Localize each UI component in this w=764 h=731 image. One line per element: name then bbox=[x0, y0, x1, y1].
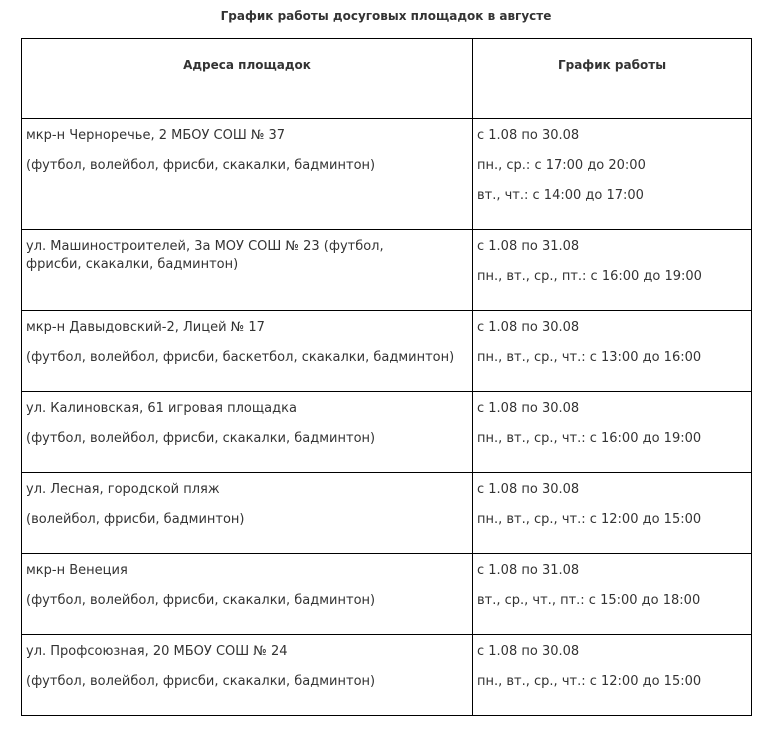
address-text: мкр-н Давыдовский-2, Лицей № 17 bbox=[26, 320, 265, 335]
address-text: мкр-н Венеция bbox=[26, 563, 128, 578]
address-cell bbox=[22, 311, 473, 392]
address-cell bbox=[22, 635, 473, 716]
activities-text: (футбол, волейбол, фрисби, баскетбол, скакалки, бадминтон) bbox=[26, 350, 455, 365]
address-cell bbox=[22, 119, 473, 230]
schedule-cell bbox=[473, 119, 752, 230]
dates-text: с 1.08 по 30.08 bbox=[477, 320, 580, 335]
table-row bbox=[22, 473, 752, 554]
table-header-row bbox=[22, 39, 752, 119]
header-address: Адреса площадок bbox=[22, 39, 473, 119]
dates-text: с 1.08 по 30.08 bbox=[477, 128, 580, 143]
dates-text: с 1.08 по 30.08 bbox=[477, 482, 580, 497]
times-text: пн., вт., ср., пт.: с 16:00 до 19:00 bbox=[477, 269, 702, 284]
dates-text: с 1.08 по 30.08 bbox=[477, 401, 580, 416]
schedule-cell bbox=[473, 392, 752, 473]
address-cell bbox=[22, 473, 473, 554]
times-text: пн., вт., ср., чт.: с 13:00 до 16:00 bbox=[477, 350, 702, 365]
header-schedule: График работы bbox=[473, 39, 752, 119]
times-text: пн., вт., ср., чт.: с 16:00 до 19:00 bbox=[477, 431, 702, 446]
activities-text: (волейбол, фрисби, бадминтон) bbox=[26, 512, 245, 527]
schedule-cell bbox=[473, 635, 752, 716]
times-text: пн., вт., ср., чт.: с 12:00 до 15:00 bbox=[477, 674, 702, 689]
activities-text: (футбол, волейбол, фрисби, скакалки, бадминтон) bbox=[26, 674, 376, 689]
address-cell bbox=[22, 392, 473, 473]
address-text: ул. Профсоюзная, 20 МБОУ СОШ № 24 bbox=[26, 644, 288, 659]
dates-text: с 1.08 по 31.08 bbox=[477, 563, 580, 578]
table-row bbox=[22, 635, 752, 716]
times-text: пн., ср.: с 17:00 до 20:00 bbox=[477, 158, 646, 173]
table-row bbox=[22, 554, 752, 635]
address-text: ул. Машиностроителей, 3а МОУ СОШ № 23 (футбол, фрисби, скакалки, бадминтон) bbox=[26, 239, 384, 272]
times-text: вт., ср., чт., пт.: с 15:00 до 18:00 bbox=[477, 593, 701, 608]
activities-text: (футбол, волейбол, фрисби, скакалки, бадминтон) bbox=[26, 431, 376, 446]
activities-text: (футбол, волейбол, фрисби, скакалки, бадминтон) bbox=[26, 593, 376, 608]
page-title: График работы досуговых площадок в августе bbox=[220, 9, 552, 23]
schedule-cell bbox=[473, 554, 752, 635]
address-cell bbox=[22, 554, 473, 635]
address-text: ул. Лесная, городской пляж bbox=[26, 482, 220, 497]
activities-text: (футбол, волейбол, фрисби, скакалки, бадминтон) bbox=[26, 158, 376, 173]
table-row bbox=[22, 230, 752, 311]
table-row bbox=[22, 392, 752, 473]
schedule-cell bbox=[473, 473, 752, 554]
times-text: вт., чт.: с 14:00 до 17:00 bbox=[477, 188, 644, 203]
dates-text: с 1.08 по 31.08 bbox=[477, 239, 580, 254]
schedule-table bbox=[21, 38, 752, 716]
table-row bbox=[22, 311, 752, 392]
times-text: пн., вт., ср., чт.: с 12:00 до 15:00 bbox=[477, 512, 702, 527]
address-text: ул. Калиновская, 61 игровая площадка bbox=[26, 401, 297, 416]
address-text: мкр-н Черноречье, 2 МБОУ СОШ № 37 bbox=[26, 128, 286, 143]
dates-text: с 1.08 по 30.08 bbox=[477, 644, 580, 659]
table-row bbox=[22, 119, 752, 230]
schedule-cell bbox=[473, 230, 752, 311]
address-cell bbox=[22, 230, 473, 311]
schedule-cell bbox=[473, 311, 752, 392]
